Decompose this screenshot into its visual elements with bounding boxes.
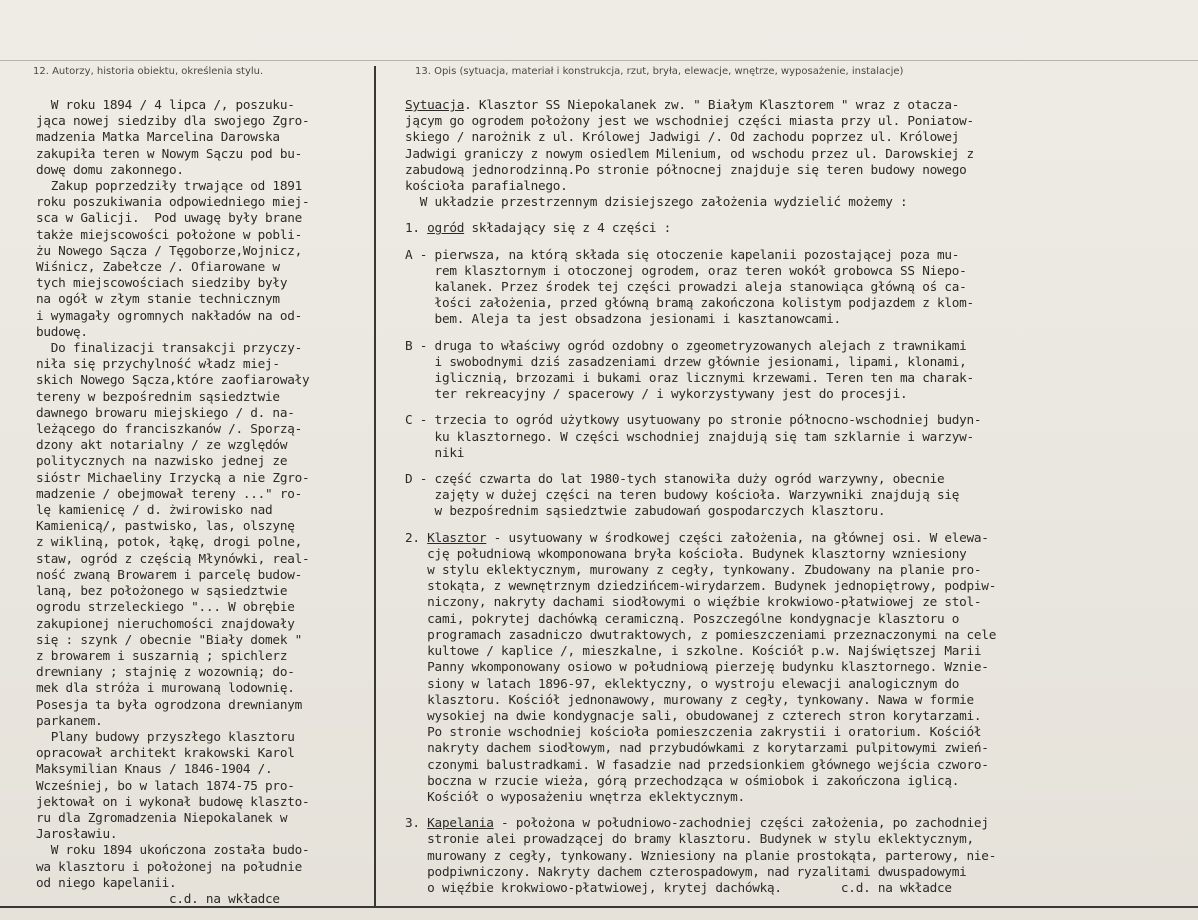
text-line: boczna w rzucie wieża, górą przechodząca w ośmiobok i zakończona iglicą. [405, 772, 960, 788]
text-line: jektował on i wykonał budowę klaszto- [36, 793, 310, 809]
text-line: opracował architekt krakowski Karol [36, 745, 295, 761]
text-line: ter rekreacyjny / spacerowy / i wykorzystywany jest do procesji. [405, 386, 908, 402]
text-line: z browarem i suszarnią ; spichlerz [36, 647, 288, 663]
ogrod-part-c [405, 412, 1195, 461]
text-line: madzenia Matka Marcelina Darowska [36, 129, 280, 145]
text-line: W roku 1894 / 4 lipca /, poszuku- [36, 97, 295, 112]
text-line: wa klasztoru i położonej na południe [36, 858, 302, 874]
text-line: dzony akt notarialny / ze względów [36, 437, 288, 453]
top-rule [0, 60, 1198, 61]
text-line: jącym go ogrodem położony jest we wschodniej części miasta przy ul. Poniatow- [405, 113, 974, 129]
kapelania-text [405, 831, 1195, 896]
text-line: także miejscowości położone w pobli- [36, 226, 302, 242]
text-line: Kościół o wyposażeniu wnętrza eklektycznym. [405, 788, 745, 804]
text-line: z wikliną, potok, łąkę, drogi polne, [36, 534, 302, 550]
text-line: tereny w bezpośrednim sąsiedztwie [36, 388, 280, 404]
text-line: kultowe / kaplice /, mieszkalne, i szkolne. Kościół p.w. Najświętszej Marii [405, 643, 982, 659]
text-line: zakupionej nieruchomości znajdowały [36, 615, 295, 631]
text-line: i wymagały ogromnych nakładów na od- [36, 307, 302, 323]
klasztor-first-line: 2. Klasztor - usytuowany w środkowej części założenia, na głównej osi. W elewa- [405, 529, 989, 545]
text-line: rem klasztornym i otoczonej ogrodem, oraz teren wokół grobowca SS Niepo- [405, 262, 967, 278]
klasztor-text [405, 546, 1195, 805]
text-line: Plany budowy przyszłego klasztoru [36, 728, 295, 744]
text-line: kalanek. Przez środek tej części prowadzi aleja stanowiąca główną oś ca- [405, 279, 967, 295]
text-line: A - pierwsza, na którą składa się otoczenie kapelanii pozostającej poza mu- [405, 246, 960, 262]
text-line: w stylu eklektycznym, murowany z cegły, tynkowany. Zbudowany na planie pro- [405, 562, 982, 578]
text-line: zakupiła teren w Nowym Sączu pod bu- [36, 145, 302, 161]
text-line: W układzie przestrzennym dzisiejszego założenia wydzielić możemy : [405, 194, 908, 210]
text-line: lę kamienicę / d. żwirowisko nad [36, 502, 273, 518]
text-line: budowę. [36, 323, 88, 339]
text-line: stokąta, z wewnętrznym dziedzińcem-wirydarzem. Budynek jednopiętrowy, podpiw- [405, 578, 997, 594]
text-line: laną, bez położonego w sąsiedztwie [36, 583, 288, 599]
text-line: Jadwigi graniczy z nowym osiedlem Milenium, od wschodu przez ul. Darowskiej z [405, 145, 974, 161]
klasztor-label: Klasztor [427, 529, 487, 545]
text-line: B - druga to właściwy ogród ozdobny o zgeometryzowanych alejach z trawnikami [405, 337, 967, 353]
kapelania-first-line: 3. Kapelania - położona w południowo-zachodniej części założenia, po zachodniej [405, 815, 989, 831]
text-line: programach zasadniczo dwutraktowych, z pomieszczeniami przeznaczonymi na cele [405, 626, 997, 642]
text-line: Panny wkomponowany osiowo w południową pierzeję budynku klasztornego. Wznie- [405, 659, 989, 675]
text-line: Po stronie wschodniej kościoła pomieszczenia zakrystii i oratorium. Kościół [405, 724, 982, 740]
text-line: na ogół w złym stanie technicznym [36, 291, 280, 307]
text-line: Posesja ta była ogrodzona drewnianym [36, 696, 302, 712]
ogrod-label: ogród [427, 220, 465, 236]
text-line: ru dla Zgromadzenia Niepokalanek w [36, 809, 288, 825]
section-12-heading: 12. Autorzy, historia obiektu, określenia stylu. [33, 66, 264, 77]
text-line: ogrodu strzeleckiego "... W obrębie [36, 599, 295, 615]
text-line: klasztoru. Kościół jednonawowy, murowany z cegły, tynkowany. Nawa w formie [405, 691, 974, 707]
text-line: dawnego browaru miejskiego / d. na- [36, 404, 295, 420]
text-line: stronie alei prowadzącej do bramy klasztoru. Budynek w stylu eklektycznym, [405, 831, 974, 847]
text-line: się : szynk / obecnie "Biały domek " [36, 631, 302, 647]
text-line: ku klasztornego. W części wschodniej znajdują się tam szklarnie i warzyw- [405, 428, 974, 444]
text-line: czonymi balustradkami. W fasadzie nad przedsionkiem głównego wejścia czworo- [405, 756, 989, 772]
text-line: roku poszukiwania odpowiedniego miej- [36, 194, 310, 210]
text-line: Wcześniej, bo w latach 1874-75 pro- [36, 777, 295, 793]
text-line: W roku 1894 ukończona została budo- [36, 842, 310, 858]
text-line: zabudową jednorodzinną.Po stronie północnej znajduje się teren budowy nowego [405, 161, 967, 177]
text-line: sca w Galicji. Pod uwagę były brane [36, 210, 302, 226]
text-line: wysokiej na dwie kondygnacje sali, obudowanej z czterech stron korytarzami. [405, 707, 982, 723]
text-line: od niego kapelanii. [36, 874, 177, 890]
text-line: nakryty dachem siodłowym, nad przybudówkami z korytarzami pulpitowymi zwień- [405, 740, 989, 756]
text-line: staw, ogród z częścią Młynówki, real- [36, 550, 310, 566]
text-line: cami, pokrytej dachówką ceramiczną. Poszczególne kondygnacje klasztoru o [405, 610, 960, 626]
sytuacja-first-line: Sytuacja. Klasztor SS Niepokalanek zw. " Białym Klasztorem " wraz z otacza- [405, 97, 960, 112]
sytuacja-label: Sytuacja [405, 97, 465, 112]
text-line: skiego / narożnik z ul. Królowej Jadwigi /. Od zachodu poprzez ul. Królowej [405, 129, 960, 145]
text-line: drewniany ; stajnię z wozownią; do- [36, 664, 295, 680]
ogrod-heading: 1. ogród składający się z 4 części : [405, 220, 672, 236]
text-line: D - część czwarta do lat 1980-tych stanowiła duży ogród warzywny, obecnie [405, 471, 945, 487]
text-line: Kamienicą/, pastwisko, las, olszynę [36, 518, 295, 534]
text-line: o więźbie krokwiowo-płatwiowej, krytej dachówką. c.d. na wkładce [405, 879, 952, 895]
column-divider [374, 66, 376, 908]
text-line: i swobodnymi dziś zasadzeniami drzew głównie jesionami, lipami, klonami, [405, 353, 967, 369]
text-line: c.d. na wkładce [36, 890, 280, 906]
text-line: niła się przychylność władz miej- [36, 356, 280, 372]
text-line: niczony, nakryty dachami siodłowymi o więźbie krokwiowo-płatwiowej ze stol- [405, 594, 982, 610]
description-column [405, 97, 1195, 896]
text-line: Wiśnicz, Zabełcze /. Ofiarowane w [36, 259, 280, 275]
text-line: siony w latach 1896-97, eklektyczny, o wystroju elewacji analogicznym do [405, 675, 960, 691]
text-line: Zakup poprzedziły trwające od 1891 [36, 178, 302, 194]
text-line: jąca nowej siedziby dla swojego Zgro- [36, 113, 310, 129]
text-line: żu Nowego Sącza / Tęgoborze,Wojnicz, [36, 242, 302, 258]
text-line: iglicznią, brzozami i bukami oraz licznymi krzewami. Teren ten ma charak- [405, 370, 974, 386]
text-line: parkanem. [36, 712, 103, 728]
text-line: sióstr Michaeliny Irzycką a nie Zgro- [36, 469, 310, 485]
history-column [36, 97, 374, 907]
text-line: Do finalizacji transakcji przyczy- [36, 340, 302, 356]
text-line: tych miejscowościach siedziby były [36, 275, 288, 291]
text-line: C - trzecia to ogród użytkowy usytuowany po stronie północno-wschodniej budyn- [405, 412, 982, 428]
text-line: w bezpośrednim sąsiedztwie zabudowań gospodarczych klasztoru. [405, 503, 886, 519]
text-line: Jarosławiu. [36, 826, 118, 842]
ogrod-part-a [405, 247, 1195, 328]
text-line: skich Nowego Sącza,które zaofiarowały [36, 372, 310, 388]
sytuacja-text [405, 113, 1195, 210]
text-line: kościoła parafialnego. [405, 178, 568, 194]
text-line: zajęty w dużej części na teren budowy kościoła. Warzywniki znajdują się [405, 487, 960, 503]
text-line: cję południową wkomponowana bryła kościoła. Budynek klasztorny wzniesiony [405, 545, 967, 561]
ogrod-part-b [405, 338, 1195, 403]
text-line: podpiwniczony. Nakryty dachem czterospadowym, nad ryzalitami dwuspadowymi [405, 863, 967, 879]
kapelania-label: Kapelania [427, 815, 494, 831]
text-line: bem. Aleja ta jest obsadzona jesionami i kasztanowcami. [405, 311, 841, 327]
text-line: madzenie / obejmował tereny ..." ro- [36, 485, 302, 501]
text-line: ność zwaną Browarem i parcelę budow- [36, 566, 302, 582]
text-line: mek dla stróża i murowaną lodownię. [36, 680, 295, 696]
text-line: Maksymilian Knaus / 1846-1904 /. [36, 761, 273, 777]
text-line: łości założenia, przed główną bramą zakończona kolistym podjazdem z klom- [405, 295, 974, 311]
text-line: niki [405, 444, 465, 460]
text-line: murowany z cegły, tynkowany. Wzniesiony na planie prostokąta, parterowy, nie- [405, 847, 997, 863]
text-line: dowę domu zakonnego. [36, 161, 184, 177]
section-13-heading: 13. Opis (sytuacja, materiał i konstrukcja, rzut, bryła, elewacje, wnętrze, wyposażenie, instalacje) [415, 66, 904, 77]
text-line: politycznych na nazwisko jednej ze [36, 453, 288, 469]
text-line: leżącego do franciszkanów /. Sporzą- [36, 421, 302, 437]
ogrod-part-d [405, 471, 1195, 520]
